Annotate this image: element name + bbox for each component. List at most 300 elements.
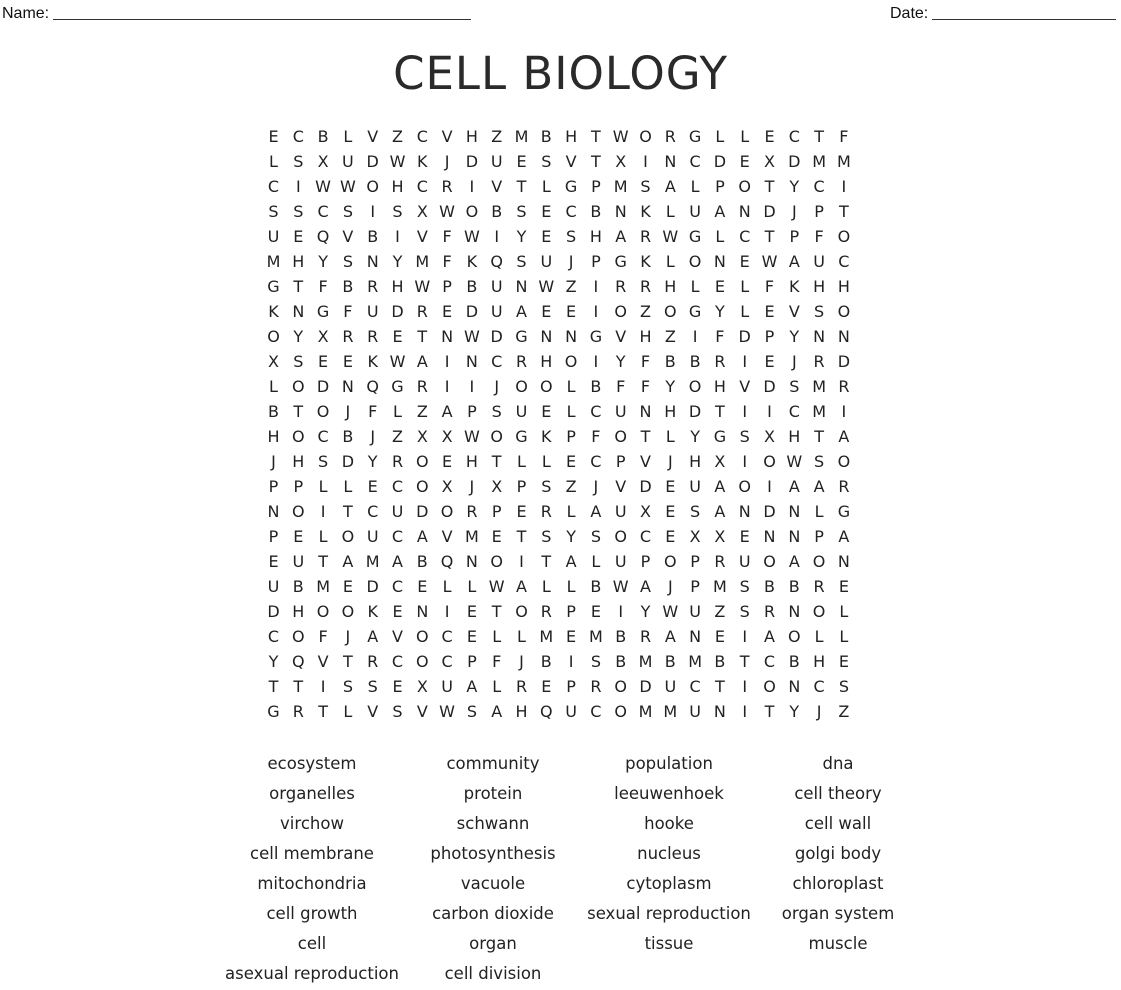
grid-letter[interactable]: X xyxy=(317,152,329,171)
grid-letter[interactable]: E xyxy=(541,677,552,696)
grid-letter[interactable]: L xyxy=(343,702,353,721)
grid-letter[interactable]: I xyxy=(444,602,450,621)
grid-letter[interactable]: N xyxy=(713,702,726,721)
grid-letter[interactable]: A xyxy=(392,552,403,571)
grid-letter[interactable]: T xyxy=(516,177,527,196)
grid-letter[interactable]: E xyxy=(442,452,453,471)
grid-letter[interactable]: B xyxy=(590,202,602,221)
grid-letter[interactable]: V xyxy=(640,452,651,471)
grid-letter[interactable]: L xyxy=(541,452,551,471)
grid-letter[interactable]: N xyxy=(813,327,826,346)
grid-letter[interactable]: T xyxy=(715,402,725,421)
grid-letter[interactable]: O xyxy=(763,452,776,471)
grid-letter[interactable]: J xyxy=(494,377,500,396)
grid-letter[interactable]: A xyxy=(441,402,453,421)
grid-letter[interactable]: L xyxy=(517,627,526,646)
grid-letter[interactable]: L xyxy=(740,127,750,146)
grid-letter[interactable]: A xyxy=(714,202,726,221)
grid-letter[interactable]: N xyxy=(416,602,429,621)
grid-letter[interactable]: L xyxy=(690,277,700,296)
grid-letter[interactable]: G xyxy=(391,377,404,396)
grid-letter[interactable]: H xyxy=(292,602,305,621)
grid-letter[interactable]: M xyxy=(539,627,554,646)
grid-letter[interactable]: D xyxy=(416,502,429,521)
grid-letter[interactable]: F xyxy=(442,227,452,246)
grid-letter[interactable]: T xyxy=(764,702,775,721)
grid-letter[interactable]: T xyxy=(491,452,502,471)
grid-letter[interactable]: N xyxy=(515,277,528,296)
grid-letter[interactable]: R xyxy=(292,702,304,721)
grid-letter[interactable]: O xyxy=(812,602,826,621)
grid-letter[interactable]: E xyxy=(665,502,676,521)
grid-letter[interactable]: O xyxy=(837,227,851,246)
grid-letter[interactable]: L xyxy=(566,377,576,396)
grid-letter[interactable]: N xyxy=(738,202,751,221)
grid-letter[interactable]: Y xyxy=(318,252,328,271)
grid-letter[interactable]: Z xyxy=(565,477,577,496)
grid-letter[interactable]: B xyxy=(540,652,552,671)
grid-letter[interactable]: J xyxy=(345,627,351,646)
grid-letter[interactable]: W xyxy=(315,177,331,196)
grid-letter[interactable]: S xyxy=(566,227,577,246)
grid-letter[interactable]: E xyxy=(541,227,552,246)
grid-letter[interactable]: R xyxy=(540,602,552,621)
date-blank-line[interactable] xyxy=(932,3,1116,20)
grid-letter[interactable]: O xyxy=(416,477,429,496)
grid-letter[interactable]: X xyxy=(416,427,428,446)
grid-letter[interactable]: B xyxy=(664,652,676,671)
grid-letter[interactable]: N xyxy=(837,327,850,346)
grid-letter[interactable]: K xyxy=(541,427,552,446)
grid-letter[interactable]: K xyxy=(640,252,651,271)
grid-letter[interactable]: E xyxy=(566,627,577,646)
grid-letter[interactable]: B xyxy=(590,377,602,396)
grid-letter[interactable]: R xyxy=(342,327,354,346)
grid-letter[interactable]: N xyxy=(689,627,702,646)
grid-letter[interactable]: R xyxy=(639,277,652,296)
grid-letter[interactable]: W xyxy=(538,277,555,296)
grid-letter[interactable]: P xyxy=(442,277,452,296)
grid-letter[interactable]: C xyxy=(391,477,404,496)
grid-letter[interactable]: O xyxy=(416,652,429,671)
grid-letter[interactable]: T xyxy=(541,552,552,571)
grid-letter[interactable]: P xyxy=(690,577,700,596)
grid-letter[interactable]: W xyxy=(612,127,629,146)
grid-letter[interactable]: B xyxy=(342,277,354,296)
grid-letter[interactable]: C xyxy=(788,402,800,421)
grid-letter[interactable]: N xyxy=(788,502,801,521)
grid-letter[interactable]: O xyxy=(614,527,627,546)
grid-letter[interactable]: E xyxy=(764,302,775,321)
grid-letter[interactable]: O xyxy=(738,477,751,496)
grid-letter[interactable]: E xyxy=(714,277,725,296)
grid-letter[interactable]: E xyxy=(318,352,329,371)
grid-letter[interactable]: P xyxy=(640,552,651,571)
grid-letter[interactable]: T xyxy=(764,177,775,196)
grid-letter[interactable]: E xyxy=(417,577,428,596)
grid-letter[interactable]: Y xyxy=(789,177,800,196)
grid-letter[interactable]: D xyxy=(639,677,652,696)
grid-letter[interactable]: F xyxy=(814,227,824,246)
grid-letter[interactable]: V xyxy=(367,127,379,146)
grid-letter[interactable]: R xyxy=(714,552,726,571)
grid-letter[interactable]: I xyxy=(841,177,847,196)
grid-letter[interactable]: D xyxy=(465,302,479,321)
grid-letter[interactable]: J xyxy=(370,427,376,446)
grid-letter[interactable]: W xyxy=(463,227,480,246)
grid-letter[interactable]: N xyxy=(366,252,379,271)
grid-letter[interactable]: P xyxy=(591,177,601,196)
grid-letter[interactable]: L xyxy=(839,602,849,621)
grid-letter[interactable]: Y xyxy=(566,527,576,546)
grid-letter[interactable]: O xyxy=(416,452,429,471)
grid-letter[interactable]: V xyxy=(342,227,354,246)
grid-letter[interactable]: D xyxy=(639,477,652,496)
grid-letter[interactable]: O xyxy=(614,677,627,696)
grid-letter[interactable]: U xyxy=(342,152,354,171)
grid-letter[interactable]: C xyxy=(317,202,329,221)
grid-letter[interactable]: F xyxy=(368,402,378,421)
grid-letter[interactable]: P xyxy=(789,227,800,246)
grid-letter[interactable]: O xyxy=(763,552,776,571)
grid-letter[interactable]: C xyxy=(590,452,602,471)
grid-letter[interactable]: D xyxy=(837,352,851,371)
grid-letter[interactable]: U xyxy=(689,202,701,221)
grid-letter[interactable]: S xyxy=(516,202,527,221)
grid-letter[interactable]: D xyxy=(788,152,801,171)
grid-letter[interactable]: C xyxy=(391,577,404,596)
grid-letter[interactable]: L xyxy=(665,427,675,446)
grid-letter[interactable]: O xyxy=(763,677,776,696)
grid-letter[interactable]: P xyxy=(516,477,527,496)
grid-letter[interactable]: I xyxy=(742,402,748,421)
grid-letter[interactable]: P xyxy=(467,652,477,671)
grid-letter[interactable]: I xyxy=(444,377,450,396)
grid-letter[interactable]: U xyxy=(540,252,553,271)
grid-letter[interactable]: U xyxy=(267,227,280,246)
grid-letter[interactable]: O xyxy=(812,552,826,571)
grid-letter[interactable]: I xyxy=(742,702,748,721)
grid-letter[interactable]: R xyxy=(540,502,552,521)
grid-letter[interactable]: L xyxy=(492,627,502,646)
grid-letter[interactable]: B xyxy=(764,577,775,596)
grid-letter[interactable]: U xyxy=(441,677,453,696)
grid-letter[interactable]: I xyxy=(519,552,524,571)
grid-letter[interactable]: C xyxy=(391,652,404,671)
grid-letter[interactable]: X xyxy=(416,202,428,221)
grid-letter[interactable]: G xyxy=(515,327,528,346)
grid-letter[interactable]: F xyxy=(640,352,651,371)
grid-letter[interactable]: L xyxy=(566,502,576,521)
grid-letter[interactable]: U xyxy=(490,302,503,321)
grid-letter[interactable]: S xyxy=(690,502,701,521)
grid-letter[interactable]: V xyxy=(491,177,503,196)
grid-letter[interactable]: Y xyxy=(392,252,403,271)
grid-letter[interactable]: O xyxy=(688,252,702,271)
grid-letter[interactable]: D xyxy=(267,602,280,621)
grid-letter[interactable]: T xyxy=(293,402,304,421)
grid-letter[interactable]: H xyxy=(589,227,602,246)
grid-letter[interactable]: V xyxy=(441,127,453,146)
grid-letter[interactable]: E xyxy=(466,627,477,646)
grid-letter[interactable]: X xyxy=(491,477,503,496)
grid-letter[interactable]: N xyxy=(837,552,850,571)
grid-letter[interactable]: C xyxy=(441,627,453,646)
grid-letter[interactable]: D xyxy=(490,327,503,346)
grid-letter[interactable]: C xyxy=(292,127,304,146)
grid-letter[interactable]: D xyxy=(763,377,776,396)
grid-letter[interactable]: P xyxy=(566,427,576,446)
grid-letter[interactable]: Y xyxy=(293,327,304,346)
grid-letter[interactable]: C xyxy=(838,252,850,271)
grid-letter[interactable]: R xyxy=(515,677,528,696)
grid-letter[interactable]: E xyxy=(739,527,750,546)
grid-letter[interactable]: J xyxy=(519,652,524,671)
grid-letter[interactable]: C xyxy=(813,177,825,196)
grid-letter[interactable]: H xyxy=(292,252,305,271)
grid-letter[interactable]: P xyxy=(268,477,279,496)
grid-letter[interactable]: D xyxy=(763,502,776,521)
grid-letter[interactable]: V xyxy=(441,527,453,546)
grid-letter[interactable]: D xyxy=(366,577,379,596)
grid-letter[interactable]: M xyxy=(638,702,653,721)
grid-letter[interactable]: Y xyxy=(268,652,279,671)
grid-letter[interactable]: V xyxy=(739,377,751,396)
grid-letter[interactable]: Z xyxy=(392,127,403,146)
grid-letter[interactable]: I xyxy=(469,177,475,196)
grid-letter[interactable]: N xyxy=(465,552,478,571)
grid-letter[interactable]: N xyxy=(788,677,801,696)
grid-letter[interactable]: B xyxy=(268,402,279,421)
grid-letter[interactable]: Y xyxy=(640,602,651,621)
grid-letter[interactable]: W xyxy=(414,277,431,296)
grid-letter[interactable]: W xyxy=(761,252,778,271)
grid-letter[interactable]: K xyxy=(367,602,378,621)
grid-letter[interactable]: M xyxy=(688,652,702,671)
grid-letter[interactable]: A xyxy=(416,527,428,546)
grid-letter[interactable]: T xyxy=(318,552,328,571)
grid-letter[interactable]: T xyxy=(268,677,279,696)
grid-letter[interactable]: G xyxy=(688,127,702,146)
grid-letter[interactable]: K xyxy=(640,202,651,221)
grid-letter[interactable]: J xyxy=(816,702,822,721)
grid-letter[interactable]: S xyxy=(541,527,552,546)
grid-letter[interactable]: S xyxy=(814,302,825,321)
grid-letter[interactable]: P xyxy=(690,552,700,571)
grid-letter[interactable]: C xyxy=(491,352,503,371)
grid-letter[interactable]: N xyxy=(292,302,305,321)
grid-letter[interactable]: T xyxy=(591,152,601,171)
grid-letter[interactable]: M xyxy=(663,702,678,721)
grid-letter[interactable]: N xyxy=(738,502,751,521)
grid-letter[interactable]: R xyxy=(416,377,428,396)
grid-letter[interactable]: D xyxy=(763,202,776,221)
grid-letter[interactable]: U xyxy=(490,277,503,296)
grid-letter[interactable]: E xyxy=(838,652,849,671)
grid-letter[interactable]: B xyxy=(342,427,354,446)
grid-letter[interactable]: I xyxy=(742,452,748,471)
grid-letter[interactable]: G xyxy=(688,227,702,246)
grid-letter[interactable]: H xyxy=(689,452,702,471)
grid-letter[interactable]: T xyxy=(814,127,824,146)
grid-letter[interactable]: W xyxy=(463,327,480,346)
grid-letter[interactable]: L xyxy=(715,127,725,146)
grid-letter[interactable]: N xyxy=(341,377,354,396)
grid-letter[interactable]: F xyxy=(640,377,651,396)
grid-letter[interactable]: R xyxy=(664,127,676,146)
grid-letter[interactable]: W xyxy=(439,702,455,721)
grid-letter[interactable]: O xyxy=(465,202,479,221)
grid-letter[interactable]: J xyxy=(791,352,797,371)
grid-letter[interactable]: I xyxy=(370,202,376,221)
grid-letter[interactable]: E xyxy=(293,227,304,246)
grid-letter[interactable]: H xyxy=(465,127,478,146)
grid-letter[interactable]: H xyxy=(713,377,726,396)
grid-letter[interactable]: B xyxy=(590,577,602,596)
grid-letter[interactable]: H xyxy=(664,402,677,421)
grid-letter[interactable]: R xyxy=(466,502,478,521)
grid-letter[interactable]: W xyxy=(786,452,803,471)
grid-letter[interactable]: M xyxy=(464,527,479,546)
grid-letter[interactable]: X xyxy=(764,427,775,446)
grid-letter[interactable]: M xyxy=(812,377,826,396)
grid-letter[interactable]: I xyxy=(618,602,624,621)
grid-letter[interactable]: M xyxy=(415,252,430,271)
grid-letter[interactable]: E xyxy=(392,677,403,696)
grid-letter[interactable]: M xyxy=(316,577,330,596)
grid-letter[interactable]: U xyxy=(366,302,379,321)
grid-letter[interactable]: U xyxy=(614,502,627,521)
grid-letter[interactable]: C xyxy=(689,677,701,696)
grid-letter[interactable]: M xyxy=(514,127,529,146)
grid-letter[interactable]: W xyxy=(389,352,406,371)
grid-letter[interactable]: I xyxy=(767,402,772,421)
grid-letter[interactable]: O xyxy=(540,377,553,396)
grid-letter[interactable]: O xyxy=(490,427,503,446)
grid-letter[interactable]: R xyxy=(367,652,379,671)
grid-letter[interactable]: G xyxy=(316,302,330,321)
grid-letter[interactable]: U xyxy=(292,552,305,571)
grid-letter[interactable]: O xyxy=(515,602,528,621)
grid-letter[interactable]: S xyxy=(640,177,651,196)
grid-letter[interactable]: U xyxy=(565,702,577,721)
grid-letter[interactable]: C xyxy=(739,227,751,246)
grid-letter[interactable]: D xyxy=(465,152,479,171)
grid-letter[interactable]: H xyxy=(664,277,677,296)
grid-letter[interactable]: S xyxy=(739,602,750,621)
grid-letter[interactable]: D xyxy=(738,327,751,346)
grid-letter[interactable]: U xyxy=(813,252,825,271)
grid-letter[interactable]: O xyxy=(416,627,429,646)
grid-letter[interactable]: Y xyxy=(789,702,800,721)
grid-letter[interactable]: V xyxy=(615,327,627,346)
grid-letter[interactable]: K xyxy=(417,152,428,171)
grid-letter[interactable]: J xyxy=(271,452,276,471)
grid-letter[interactable]: F xyxy=(318,277,328,296)
grid-letter[interactable]: D xyxy=(391,302,404,321)
grid-letter[interactable]: Y xyxy=(665,377,676,396)
grid-letter[interactable]: F xyxy=(764,277,775,296)
grid-letter[interactable]: O xyxy=(688,377,702,396)
grid-letter[interactable]: P xyxy=(467,402,477,421)
grid-letter[interactable]: T xyxy=(715,677,725,696)
grid-letter[interactable]: L xyxy=(269,152,278,171)
grid-letter[interactable]: H xyxy=(639,327,652,346)
grid-letter[interactable]: E xyxy=(342,352,353,371)
grid-letter[interactable]: C xyxy=(267,627,280,646)
grid-letter[interactable]: D xyxy=(366,152,379,171)
grid-letter[interactable]: O xyxy=(316,402,330,421)
grid-letter[interactable]: L xyxy=(541,177,551,196)
grid-letter[interactable]: A xyxy=(590,502,602,521)
grid-letter[interactable]: I xyxy=(767,477,772,496)
grid-letter[interactable]: T xyxy=(491,602,502,621)
grid-letter[interactable]: I xyxy=(295,177,301,196)
grid-letter[interactable]: Y xyxy=(615,352,626,371)
grid-letter[interactable]: E xyxy=(541,402,552,421)
grid-letter[interactable]: R xyxy=(590,677,602,696)
grid-letter[interactable]: S xyxy=(367,677,378,696)
grid-letter[interactable]: L xyxy=(566,577,576,596)
grid-letter[interactable]: I xyxy=(593,277,599,296)
grid-letter[interactable]: X xyxy=(441,477,453,496)
grid-letter[interactable]: T xyxy=(293,677,304,696)
grid-letter[interactable]: S xyxy=(342,252,353,271)
grid-letter[interactable]: U xyxy=(689,702,701,721)
grid-letter[interactable]: U xyxy=(614,552,627,571)
grid-letter[interactable]: O xyxy=(664,302,677,321)
grid-letter[interactable]: V xyxy=(416,227,428,246)
grid-letter[interactable]: Y xyxy=(367,452,378,471)
grid-letter[interactable]: I xyxy=(320,677,326,696)
grid-letter[interactable]: S xyxy=(466,702,477,721)
grid-letter[interactable]: L xyxy=(269,377,278,396)
grid-letter[interactable]: T xyxy=(640,427,651,446)
grid-letter[interactable]: F xyxy=(318,627,328,646)
grid-letter[interactable]: B xyxy=(615,627,627,646)
grid-letter[interactable]: B xyxy=(664,352,676,371)
grid-letter[interactable]: L xyxy=(467,577,477,596)
grid-letter[interactable]: R xyxy=(714,352,726,371)
grid-letter[interactable]: O xyxy=(440,502,454,521)
grid-letter[interactable]: R xyxy=(639,227,652,246)
grid-letter[interactable]: A xyxy=(664,177,676,196)
grid-letter[interactable]: G xyxy=(614,252,627,271)
grid-letter[interactable]: A xyxy=(788,552,800,571)
grid-letter[interactable]: M xyxy=(812,402,826,421)
grid-letter[interactable]: A xyxy=(714,502,726,521)
grid-letter[interactable]: B xyxy=(788,577,800,596)
grid-letter[interactable]: L xyxy=(814,627,824,646)
grid-letter[interactable]: I xyxy=(568,652,574,671)
grid-letter[interactable]: W xyxy=(463,427,480,446)
grid-letter[interactable]: O xyxy=(292,377,305,396)
grid-letter[interactable]: B xyxy=(416,552,428,571)
grid-letter[interactable]: S xyxy=(392,202,403,221)
grid-letter[interactable]: C xyxy=(788,127,800,146)
grid-letter[interactable]: D xyxy=(316,377,330,396)
grid-letter[interactable]: E xyxy=(367,477,378,496)
grid-letter[interactable]: J xyxy=(667,452,673,471)
grid-letter[interactable]: Z xyxy=(838,702,850,721)
grid-letter[interactable]: E xyxy=(268,552,279,571)
grid-letter[interactable]: G xyxy=(267,277,280,296)
grid-letter[interactable]: L xyxy=(343,127,353,146)
grid-letter[interactable]: S xyxy=(789,377,800,396)
grid-letter[interactable]: W xyxy=(662,602,679,621)
grid-letter[interactable]: W xyxy=(488,577,505,596)
grid-letter[interactable]: S xyxy=(318,452,329,471)
